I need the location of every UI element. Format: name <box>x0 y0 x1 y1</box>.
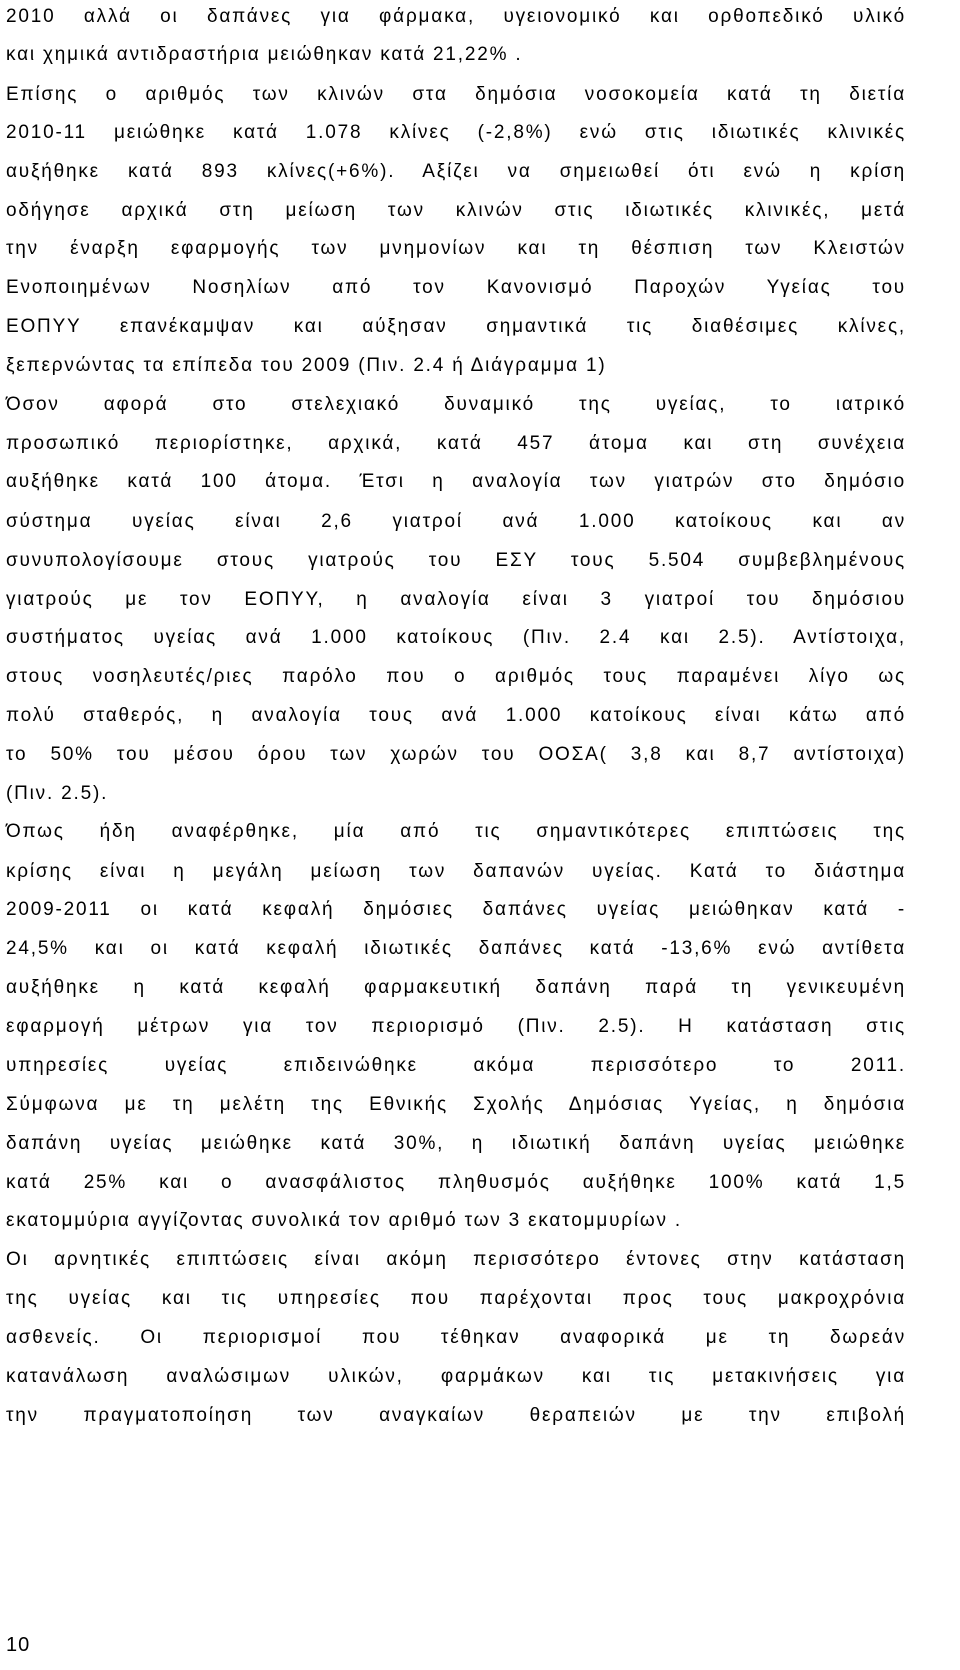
text-line: σύστημα υγείας είναι 2,6 γιατροί ανά 1.000 κατοίκους και αν <box>6 511 906 532</box>
text-line: αυξήθηκε κατά 100 άτομα. Έτσι η αναλογία των γιατρών στο δημόσιο <box>6 471 906 492</box>
text-line: κατά 25% και ο ανασφάλιστος πληθυσμός αυξήθηκε 100% κατά 1,5 <box>6 1172 906 1193</box>
text-line: ασθενείς. Οι περιορισμοί που τέθηκαν αναφορικά με τη δωρεάν <box>6 1327 906 1348</box>
text-line: γιατρούς με τον ΕΟΠΥΥ, η αναλογία είναι 3 γιατροί του δημόσιου <box>6 589 906 610</box>
text-line: προσωπικό περιορίστηκε, αρχικά, κατά 457 άτομα και στη συνέχεια <box>6 433 906 454</box>
text-line: εφαρμογή μέτρων για τον περιορισμό (Πιν. 2.5). Η κατάσταση στις <box>6 1016 906 1037</box>
text-line: 2009-2011 οι κατά κεφαλή δημόσιες δαπάνες υγείας μειώθηκαν κατά - <box>6 899 906 920</box>
text-line: κρίσης είναι η μεγάλη μείωση των δαπανών υγείας. Κατά το διάστημα <box>6 861 906 882</box>
text-line: την πραγματοποίηση των αναγκαίων θεραπειών με την επιβολή <box>6 1405 906 1426</box>
text-line: πολύ σταθερός, η αναλογία τους ανά 1.000 κατοίκους είναι κάτω από <box>6 705 906 726</box>
text-line: εκατομμύρια αγγίζοντας συνολικά τον αριθμό των 3 εκατομμυρίων . <box>6 1210 682 1231</box>
text-line: στους νοσηλευτές/ριες παρόλο που ο αριθμός τους παραμένει λίγο ως <box>6 666 906 687</box>
text-line: την έναρξη εφαρμογής των μνημονίων και τη θέσπιση των Κλειστών <box>6 238 906 259</box>
text-line: ξεπερνώντας τα επίπεδα του 2009 (Πιν. 2.4 ή Διάγραμμα 1) <box>6 355 607 376</box>
text-line: ΕΟΠΥΥ επανέκαμψαν και αύξησαν σημαντικά τις διαθέσιμες κλίνες, <box>6 316 906 337</box>
text-line: Ενοποιημένων Νοσηλίων από τον Κανονισμό Παροχών Υγείας του <box>6 277 906 298</box>
text-line: Οι αρνητικές επιπτώσεις είναι ακόμη περισσότερο έντονες στην κατάσταση <box>6 1249 906 1270</box>
text-line: συστήματος υγείας ανά 1.000 κατοίκους (Πιν. 2.4 και 2.5). Αντίστοιχα, <box>6 627 906 648</box>
text-line: Σύμφωνα με τη μελέτη της Εθνικής Σχολής Δημόσιας Υγείας, η δημόσια <box>6 1094 906 1115</box>
text-line: υπηρεσίες υγείας επιδεινώθηκε ακόμα περισσότερο το 2011. <box>6 1055 906 1076</box>
text-line: το 50% του μέσου όρου των χωρών του ΟΟΣΑ( 3,8 και 8,7 αντίστοιχα) <box>6 744 906 765</box>
text-line: αυξήθηκε η κατά κεφαλή φαρμακευτική δαπάνη παρά τη γενικευμένη <box>6 977 906 998</box>
text-line: της υγείας και τις υπηρεσίες που παρέχονται προς τους μακροχρόνια <box>6 1288 906 1309</box>
text-line: δαπάνη υγείας μειώθηκε κατά 30%, η ιδιωτική δαπάνη υγείας μειώθηκε <box>6 1133 906 1154</box>
text-line: 2010-11 μειώθηκε κατά 1.078 κλίνες (-2,8%) ενώ στις ιδιωτικές κλινικές <box>6 122 906 143</box>
text-line: και χημικά αντιδραστήρια μειώθηκαν κατά 21,22% . <box>6 44 523 65</box>
text-line: Όπως ήδη αναφέρθηκε, μία από τις σημαντικότερες επιπτώσεις της <box>6 821 906 842</box>
page-number: 10 <box>6 1634 31 1656</box>
text-line: κατανάλωση αναλώσιμων υλικών, φαρμάκων και τις μετακινήσεις για <box>6 1366 906 1387</box>
text-line: 2010 αλλά οι δαπάνες για φάρμακα, υγειονομικό και ορθοπεδικό υλικό <box>6 6 906 27</box>
text-line: αυξήθηκε κατά 893 κλίνες(+6%). Αξίζει να σημειωθεί ότι ενώ η κρίση <box>6 161 906 182</box>
text-line: συνυπολογίσουμε στους γιατρούς του ΕΣΥ τους 5.504 συμβεβλημένους <box>6 550 906 571</box>
text-line: οδήγησε αρχικά στη μείωση των κλινών στις ιδιωτικές κλινικές, μετά <box>6 200 906 221</box>
text-line: (Πιν. 2.5). <box>6 783 109 804</box>
text-line: Επίσης ο αριθμός των κλινών στα δημόσια νοσοκομεία κατά τη διετία <box>6 84 906 105</box>
text-line: 24,5% και οι κατά κεφαλή ιδιωτικές δαπάνες κατά -13,6% ενώ αντίθετα <box>6 938 906 959</box>
text-line: Όσον αφορά στο στελεχιακό δυναμικό της υγείας, το ιατρικό <box>6 394 906 415</box>
